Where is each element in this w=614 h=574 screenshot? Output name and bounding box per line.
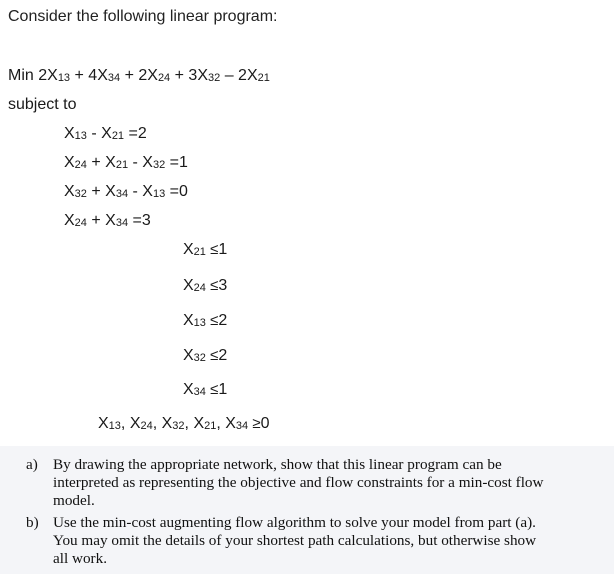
question-b-line: all work. (53, 550, 107, 567)
operator: + (86, 183, 106, 200)
operator: - (128, 154, 143, 171)
var: X (98, 415, 109, 432)
term-op: + (70, 67, 89, 84)
var-sub: 32 (193, 352, 206, 364)
subject-to-label: subject to (8, 96, 77, 113)
var-sub: 34 (115, 217, 129, 229)
questions-panel (0, 446, 614, 574)
operator: + (86, 212, 106, 229)
term-coef: 2 (138, 67, 148, 84)
separator: , (120, 415, 130, 432)
term-coef: 2 (38, 67, 48, 84)
var: X (225, 415, 236, 432)
var-sub: 21 (115, 159, 129, 171)
bound-2 (183, 276, 227, 298)
term-sub: 24 (157, 72, 171, 84)
relation: ≤ (205, 241, 219, 258)
term-var: X (197, 67, 208, 84)
var: X (64, 154, 75, 171)
relation: ≤ (205, 381, 219, 398)
var-sub: 34 (193, 386, 206, 398)
var-sub: 13 (193, 317, 206, 329)
objective-function (8, 66, 270, 88)
operator: + (86, 154, 106, 171)
constraint-2 (64, 153, 188, 175)
term-coef: 3 (188, 67, 198, 84)
rhs: 2 (218, 312, 228, 329)
separator: , (216, 415, 226, 432)
term-var: X (147, 67, 158, 84)
question-a-line: model. (53, 492, 95, 509)
term-coef: 2 (238, 67, 247, 84)
var-sub: 32 (74, 188, 87, 200)
term-coef: 4 (88, 67, 98, 84)
var-sub: 32 (172, 420, 185, 432)
var: X (183, 241, 194, 258)
relation: ≥ (248, 415, 261, 432)
rhs: 3 (141, 212, 151, 229)
term-sub: 13 (57, 72, 71, 84)
var-sub: 13 (152, 188, 166, 200)
nonnegativity-constraint (98, 414, 269, 436)
var: X (183, 381, 194, 398)
var: X (183, 312, 194, 329)
var-sub: 21 (204, 420, 217, 432)
var-sub: 24 (74, 159, 87, 171)
var-sub: 34 (115, 188, 129, 200)
term-op: + (170, 67, 189, 84)
term-op: + (120, 67, 139, 84)
rhs: 1 (218, 241, 228, 258)
var: X (183, 347, 194, 364)
question-a (26, 456, 608, 510)
question-a-line: interpreted as representing the objective and flow constraints for a min-cost flow (53, 474, 544, 491)
rhs: 1 (179, 154, 188, 171)
intro-text: Consider the following linear program: (8, 8, 278, 25)
var: X (129, 415, 141, 432)
question-a-label: a) (26, 456, 38, 473)
term-sub: 34 (107, 72, 121, 84)
var: X (105, 212, 116, 229)
bound-1 (183, 240, 227, 262)
constraint-3 (64, 182, 188, 204)
question-a-line: By drawing the appropriate network, show that this linear program can be (53, 456, 502, 473)
term-var: X (97, 67, 108, 84)
term-var: X (246, 67, 258, 84)
operator: - (86, 125, 102, 142)
relation: ≤ (205, 277, 219, 294)
separator: , (152, 415, 162, 432)
var: X (64, 125, 75, 142)
var-sub: 32 (152, 159, 166, 171)
var: X (64, 183, 75, 200)
question-b-line: Use the min-cost augmenting flow algorithm to solve your model from part (a). (53, 514, 536, 531)
rhs: 2 (137, 125, 147, 142)
objective-prefix: Min (8, 67, 39, 84)
var-sub: 34 (235, 420, 249, 432)
var: X (161, 415, 173, 432)
relation: = (165, 183, 180, 200)
separator: , (184, 415, 194, 432)
constraint-4 (64, 211, 151, 233)
var: X (101, 125, 112, 142)
var: X (142, 183, 153, 200)
constraint-1 (64, 124, 147, 146)
var: X (105, 183, 116, 200)
relation: = (124, 125, 138, 142)
var: X (142, 154, 153, 171)
var-sub: 21 (193, 246, 206, 258)
term-sub: 32 (208, 72, 221, 84)
rhs: 0 (260, 415, 270, 432)
var-sub: 24 (74, 217, 87, 229)
bound-4 (183, 346, 227, 368)
rhs: 0 (179, 183, 188, 200)
relation: = (165, 154, 180, 171)
var-sub: 24 (193, 282, 206, 294)
term-sub: 21 (257, 72, 270, 84)
rhs: 3 (218, 277, 228, 294)
var-sub: 24 (140, 420, 153, 432)
operator: - (128, 183, 143, 200)
question-b-line: You may omit the details of your shortest path calculations, but otherwise show (53, 532, 537, 549)
rhs: 2 (218, 347, 228, 364)
bound-5 (183, 380, 227, 402)
relation: = (128, 212, 142, 229)
rhs: 1 (218, 381, 228, 398)
var: X (183, 277, 194, 294)
question-b-label: b) (26, 514, 39, 531)
var: X (64, 212, 75, 229)
var-sub: 21 (111, 130, 125, 142)
var: X (105, 154, 116, 171)
relation: ≤ (205, 347, 219, 364)
question-b (26, 514, 608, 568)
relation: ≤ (205, 312, 219, 329)
term-var: X (47, 67, 58, 84)
term-op: – (220, 67, 239, 84)
var: X (193, 415, 205, 432)
bound-3 (183, 311, 227, 333)
var-sub: 13 (108, 420, 121, 432)
var-sub: 13 (74, 130, 87, 142)
